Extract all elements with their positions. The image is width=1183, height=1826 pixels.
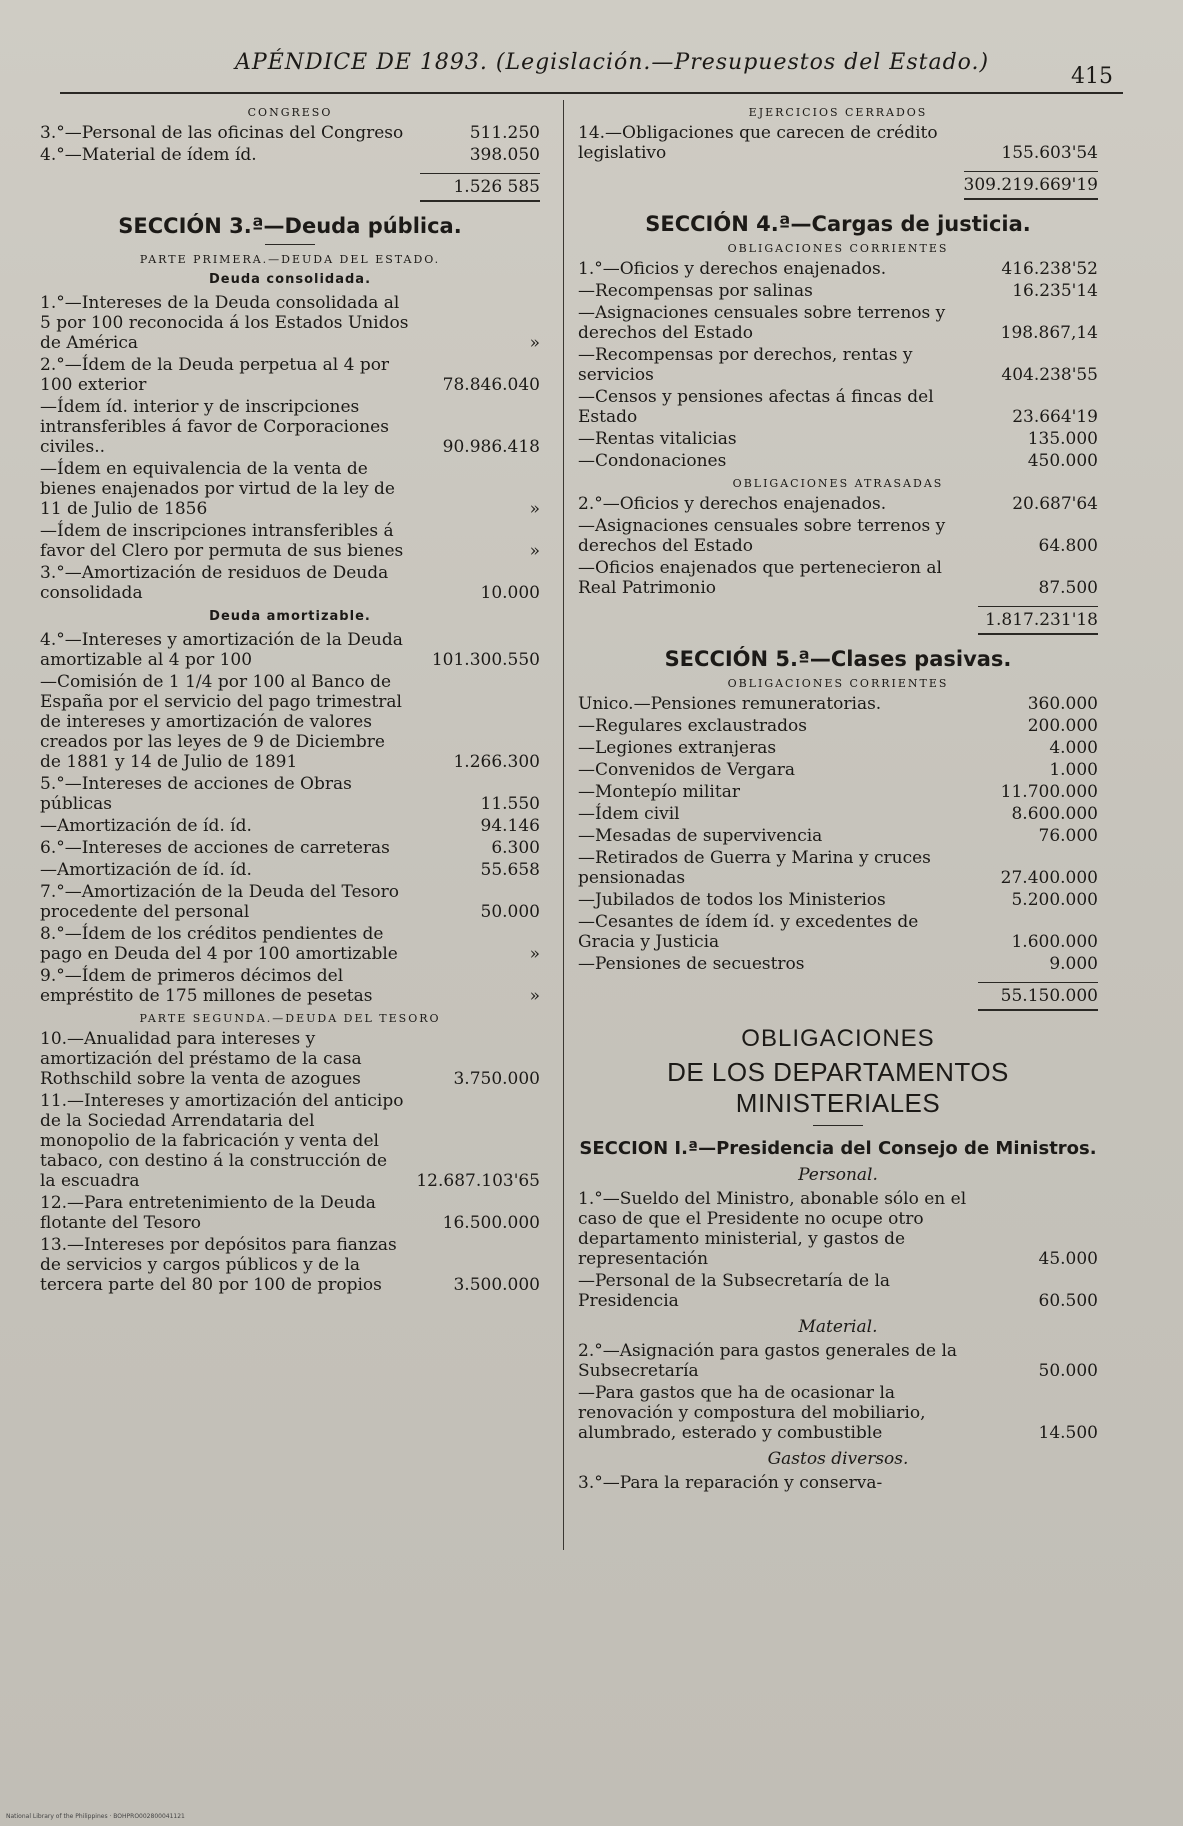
row-label: —Jubilados de todos los Ministerios: [578, 890, 886, 910]
row-value: 50.000: [480, 902, 540, 922]
row-label: 4.°—Intereses y amortización de la Deuda amortizable al 4 por 100: [40, 630, 403, 670]
row-value: 200.000: [1027, 716, 1098, 736]
row-value: 94.146: [480, 816, 540, 836]
ledger-row: [578, 345, 1098, 385]
amortizable-heading: Deuda amortizable.: [209, 609, 371, 624]
row-value: 9.000: [1049, 954, 1098, 974]
part2-heading: PARTE SEGUNDA.—DEUDA DEL TESORO: [139, 1012, 441, 1025]
ledger-row: [40, 924, 540, 964]
row-label: —Ídem íd. interior y de inscripciones intransferibles á favor de Corporaciones civiles..: [40, 397, 389, 457]
row-label: 2.°—Ídem de la Deuda perpetua al 4 por 100 exterior: [40, 355, 390, 395]
ledger-row: [578, 848, 1098, 888]
section4-atrasadas-rows: [578, 494, 1098, 598]
row-value: »: [529, 541, 540, 561]
row-value: 450.000: [1027, 451, 1098, 471]
row-value: 60.500: [1038, 1291, 1098, 1311]
row-value: 511.250: [469, 123, 540, 143]
row-value: 16.235'14: [1012, 281, 1098, 301]
ledger-row: [578, 123, 1098, 163]
row-label: —Recompensas por salinas: [578, 281, 813, 301]
ledger-row: [578, 716, 1098, 736]
ledger-row: [578, 429, 1098, 449]
row-label: —Censos y pensiones afectas á fincas del Estado: [578, 387, 934, 427]
section5-total: 55.150.000: [578, 982, 1098, 1011]
row-label: 1.°—Sueldo del Ministro, abonable sólo en el caso de que el Presidente no ocupe otro departamento ministerial, y gastos de representación: [578, 1189, 967, 1269]
row-label: 6.°—Intereses de acciones de carreteras: [40, 838, 390, 858]
row-label: 10.—Anualidad para intereses y amortización del préstamo de la casa Rothschild sobre la venta de azogues: [40, 1029, 362, 1089]
ledger-row: [40, 966, 540, 1006]
row-label: 9.°—Ídem de primeros décimos del empréstito de 175 millones de pesetas: [40, 966, 373, 1006]
last-row: 3.°—Para la reparación y conserva-: [578, 1473, 883, 1493]
ledger-row: [40, 630, 540, 670]
right-column: [578, 100, 1098, 1495]
row-value: 55.658: [480, 860, 540, 880]
row-label: —Asignaciones censuales sobre terrenos y derechos del Estado: [578, 516, 946, 556]
ledger-row: [578, 259, 1098, 279]
congreso-total: 1.526 585: [40, 173, 540, 202]
presidencia-section-title: SECCION I.ª—Presidencia del Consejo de Ministros.: [579, 1138, 1097, 1159]
row-label: —Rentas vitalicias: [578, 429, 737, 449]
row-value: 101.300.550: [431, 650, 540, 670]
section5-corrientes: OBLIGACIONES CORRIENTES: [727, 677, 949, 690]
ledger-row: [40, 459, 540, 519]
part1-heading: PARTE PRIMERA.—DEUDA DEL ESTADO.: [139, 253, 441, 266]
ledger-row: [578, 451, 1098, 471]
gastos-heading: Gastos diversos.: [767, 1449, 909, 1469]
row-value: 360.000: [1027, 694, 1098, 714]
consolidada-heading: Deuda consolidada.: [208, 272, 372, 287]
row-value: 23.664'19: [1012, 407, 1098, 427]
row-value: 198.867,14: [1000, 323, 1098, 343]
row-label: —Comisión de 1 1/4 por 100 al Banco de España por el servicio del pago trimestral de intereses y amortización de valores creados por las leyes de 9 de Diciembre de 1881 y 14 de Julio de 1891: [40, 672, 402, 772]
ledger-row: [40, 293, 540, 353]
row-label: 1.°—Intereses de la Deuda consolidada al 5 por 100 reconocida á los Estados Unidos de América: [40, 293, 409, 353]
row-label: —Amortización de íd. íd.: [40, 860, 252, 880]
page-number: 415: [1071, 64, 1113, 89]
scan-footer: National Library of the Philippines · BOHPRO002800041121: [6, 1813, 185, 1820]
ledger-row: [578, 694, 1098, 714]
row-label: —Montepío militar: [578, 782, 740, 802]
row-value: 1.000: [1049, 760, 1098, 780]
ledger-row: [578, 516, 1098, 556]
ledger-row: [40, 355, 540, 395]
ejercicios-total: 309.219.669'19: [578, 171, 1098, 200]
row-label: —Ídem de inscripciones intransferibles á favor del Clero por permuta de sus bienes: [40, 521, 404, 561]
row-value: 6.300: [491, 838, 540, 858]
row-label: 2.°—Oficios y derechos enajenados.: [578, 494, 887, 514]
row-label: —Mesadas de supervivencia: [578, 826, 823, 846]
row-value: 87.500: [1038, 578, 1098, 598]
row-label: —Retirados de Guerra y Marina y cruces pensionadas: [578, 848, 931, 888]
row-value: »: [529, 944, 540, 964]
left-column: [40, 100, 540, 1297]
row-label: 1.°—Oficios y derechos enajenados.: [578, 259, 887, 279]
ledger-row: [578, 890, 1098, 910]
short-rule: [265, 244, 315, 245]
ledger-row: [578, 782, 1098, 802]
section5-title: SECCIÓN 5.ª—Clases pasivas.: [664, 647, 1012, 671]
row-label: 11.—Intereses y amortización del anticipo de la Sociedad Arrendataria del monopolio de la fabricación y venta del tabaco, con destino á la construcción de la escuadra: [40, 1091, 404, 1191]
row-value: 1.600.000: [1011, 932, 1098, 952]
row-label: Unico.—Pensiones remuneratorias.: [578, 694, 882, 714]
ledger-row: [578, 303, 1098, 343]
material-heading: Material.: [798, 1317, 878, 1337]
row-value: 78.846.040: [442, 375, 540, 395]
row-label: 5.°—Intereses de acciones de Obras públicas: [40, 774, 352, 814]
row-value: 10.000: [480, 583, 540, 603]
row-label: 4.°—Material de ídem íd.: [40, 145, 257, 165]
row-value: 398.050: [469, 145, 540, 165]
ledger-row: [40, 860, 540, 880]
ledger-row: [40, 672, 540, 772]
row-label: —Recompensas por derechos, rentas y servicios: [578, 345, 913, 385]
ledger-row: [578, 826, 1098, 846]
section5-rows: [578, 694, 1098, 974]
row-label: —Para gastos que ha de ocasionar la renovación y compostura del mobiliario, alumbrado, esterado y combustible: [578, 1383, 926, 1443]
ledger-row: [40, 1235, 540, 1295]
row-value: 135.000: [1027, 429, 1098, 449]
section4-atrasadas: OBLIGACIONES ATRASADAS: [732, 477, 944, 490]
row-label: —Condonaciones: [578, 451, 727, 471]
row-label: —Personal de la Subsecretaría de la Presidencia: [578, 1271, 891, 1311]
row-value: 11.700.000: [1000, 782, 1098, 802]
row-label: 8.°—Ídem de los créditos pendientes de pago en Deuda del 4 por 100 amortizable: [40, 924, 398, 964]
row-value: 416.238'52: [1001, 259, 1098, 279]
section4-title: SECCIÓN 4.ª—Cargas de justicia.: [645, 212, 1031, 236]
row-value: 27.400.000: [1000, 868, 1098, 888]
ledger-row: [578, 387, 1098, 427]
row-label: 7.°—Amortización de la Deuda del Tesoro procedente del personal: [40, 882, 399, 922]
ejercicios-rows: [578, 123, 1098, 163]
ledger-row: [40, 838, 540, 858]
ledger-row: [40, 1091, 540, 1191]
row-label: —Asignaciones censuales sobre terrenos y derechos del Estado: [578, 303, 946, 343]
row-value: 11.550: [480, 794, 540, 814]
row-label: —Legiones extranjeras: [578, 738, 777, 758]
ledger-row: [40, 1193, 540, 1233]
ledger-row: [40, 145, 540, 165]
row-value: 16.500.000: [442, 1213, 540, 1233]
row-value: »: [529, 333, 540, 353]
row-label: 14.—Obligaciones que carecen de crédito legislativo: [578, 123, 938, 163]
row-value: 20.687'64: [1012, 494, 1098, 514]
row-label: —Amortización de íd. íd.: [40, 816, 252, 836]
row-value: 404.238'55: [1001, 365, 1098, 385]
row-value: »: [529, 986, 540, 1006]
ledger-row: [578, 1341, 1098, 1381]
ledger-row: [578, 804, 1098, 824]
material-rows: [578, 1341, 1098, 1443]
ledger-row: [40, 521, 540, 561]
row-value: 5.200.000: [1011, 890, 1098, 910]
ledger-row: [40, 397, 540, 457]
consolidada-rows: [40, 293, 540, 603]
row-label: 3.°—Personal de las oficinas del Congreso: [40, 123, 404, 143]
ledger-row: [40, 123, 540, 143]
row-label: 13.—Intereses por depósitos para fianzas de servicios y cargos públicos y de la tercera parte del 80 por 100 de propios: [40, 1235, 397, 1295]
ledger-row: [40, 816, 540, 836]
obligaciones-title: OBLIGACIONES: [741, 1025, 935, 1052]
column-divider: [563, 100, 564, 1550]
ledger-row: [578, 760, 1098, 780]
row-value: 45.000: [1038, 1249, 1098, 1269]
row-value: 12.687.103'65: [416, 1171, 540, 1191]
row-label: —Cesantes de ídem íd. y excedentes de Gracia y Justicia: [578, 912, 919, 952]
row-label: 2.°—Asignación para gastos generales de la Subsecretaría: [578, 1341, 958, 1381]
amortizable-rows: [40, 630, 540, 1006]
row-value: 76.000: [1038, 826, 1098, 846]
row-value: 50.000: [1038, 1361, 1098, 1381]
ledger-row: [40, 774, 540, 814]
row-value: »: [529, 499, 540, 519]
row-value: 3.750.000: [453, 1069, 540, 1089]
short-rule: [813, 1125, 863, 1126]
row-value: 64.800: [1038, 536, 1098, 556]
ledger-row: [578, 281, 1098, 301]
ledger-row: [40, 882, 540, 922]
ledger-row: [578, 954, 1098, 974]
row-value: 14.500: [1038, 1423, 1098, 1443]
row-value: 3.500.000: [453, 1275, 540, 1295]
ledger-row: [578, 558, 1098, 598]
row-label: —Ídem civil: [578, 804, 680, 824]
page-header: [60, 44, 1123, 94]
ledger-row: [40, 1029, 540, 1089]
row-value: 1.266.300: [453, 752, 540, 772]
row-label: 3.°—Amortización de residuos de Deuda consolidada: [40, 563, 389, 603]
section4-corrientes-rows: [578, 259, 1098, 471]
ledger-row: [578, 1383, 1098, 1443]
section4-total: 1.817.231'18: [578, 606, 1098, 635]
row-label: —Regulares exclaustrados: [578, 716, 807, 736]
ledger-row: [578, 738, 1098, 758]
row-label: —Ídem en equivalencia de la venta de bienes enajenados por virtud de la ley de 11 de Julio de 1856: [40, 459, 395, 519]
congreso-rows: [40, 123, 540, 165]
personal-rows: [578, 1189, 1098, 1311]
row-label: —Oficios enajenados que pertenecieron al Real Patrimonio: [578, 558, 942, 598]
departamentos-title: DE LOS DEPARTAMENTOS MINISTERIALES: [667, 1057, 1009, 1118]
row-value: 155.603'54: [1001, 143, 1098, 163]
row-value: 90.986.418: [442, 437, 540, 457]
row-label: —Convenidos de Vergara: [578, 760, 796, 780]
running-title: APÉNDICE DE 1893. (Legislación.—Presupuestos del Estado.): [235, 50, 990, 75]
row-value: 4.000: [1049, 738, 1098, 758]
section4-corrientes: OBLIGACIONES CORRIENTES: [727, 242, 949, 255]
ledger-row: [578, 494, 1098, 514]
row-label: 12.—Para entretenimiento de la Deuda flotante del Tesoro: [40, 1193, 376, 1233]
ejercicios-subhead: EJERCICIOS CERRADOS: [748, 106, 928, 119]
row-label: —Pensiones de secuestros: [578, 954, 805, 974]
row-value: 8.600.000: [1011, 804, 1098, 824]
ledger-row: [40, 563, 540, 603]
ledger-row: [578, 1189, 1098, 1269]
ledger-row: [578, 912, 1098, 952]
congreso-subhead: CONGRESO: [247, 106, 333, 119]
personal-heading: Personal.: [798, 1165, 878, 1185]
ledger-row: [578, 1271, 1098, 1311]
tesoro-rows: [40, 1029, 540, 1295]
section3-title: SECCIÓN 3.ª—Deuda pública.: [118, 214, 462, 238]
